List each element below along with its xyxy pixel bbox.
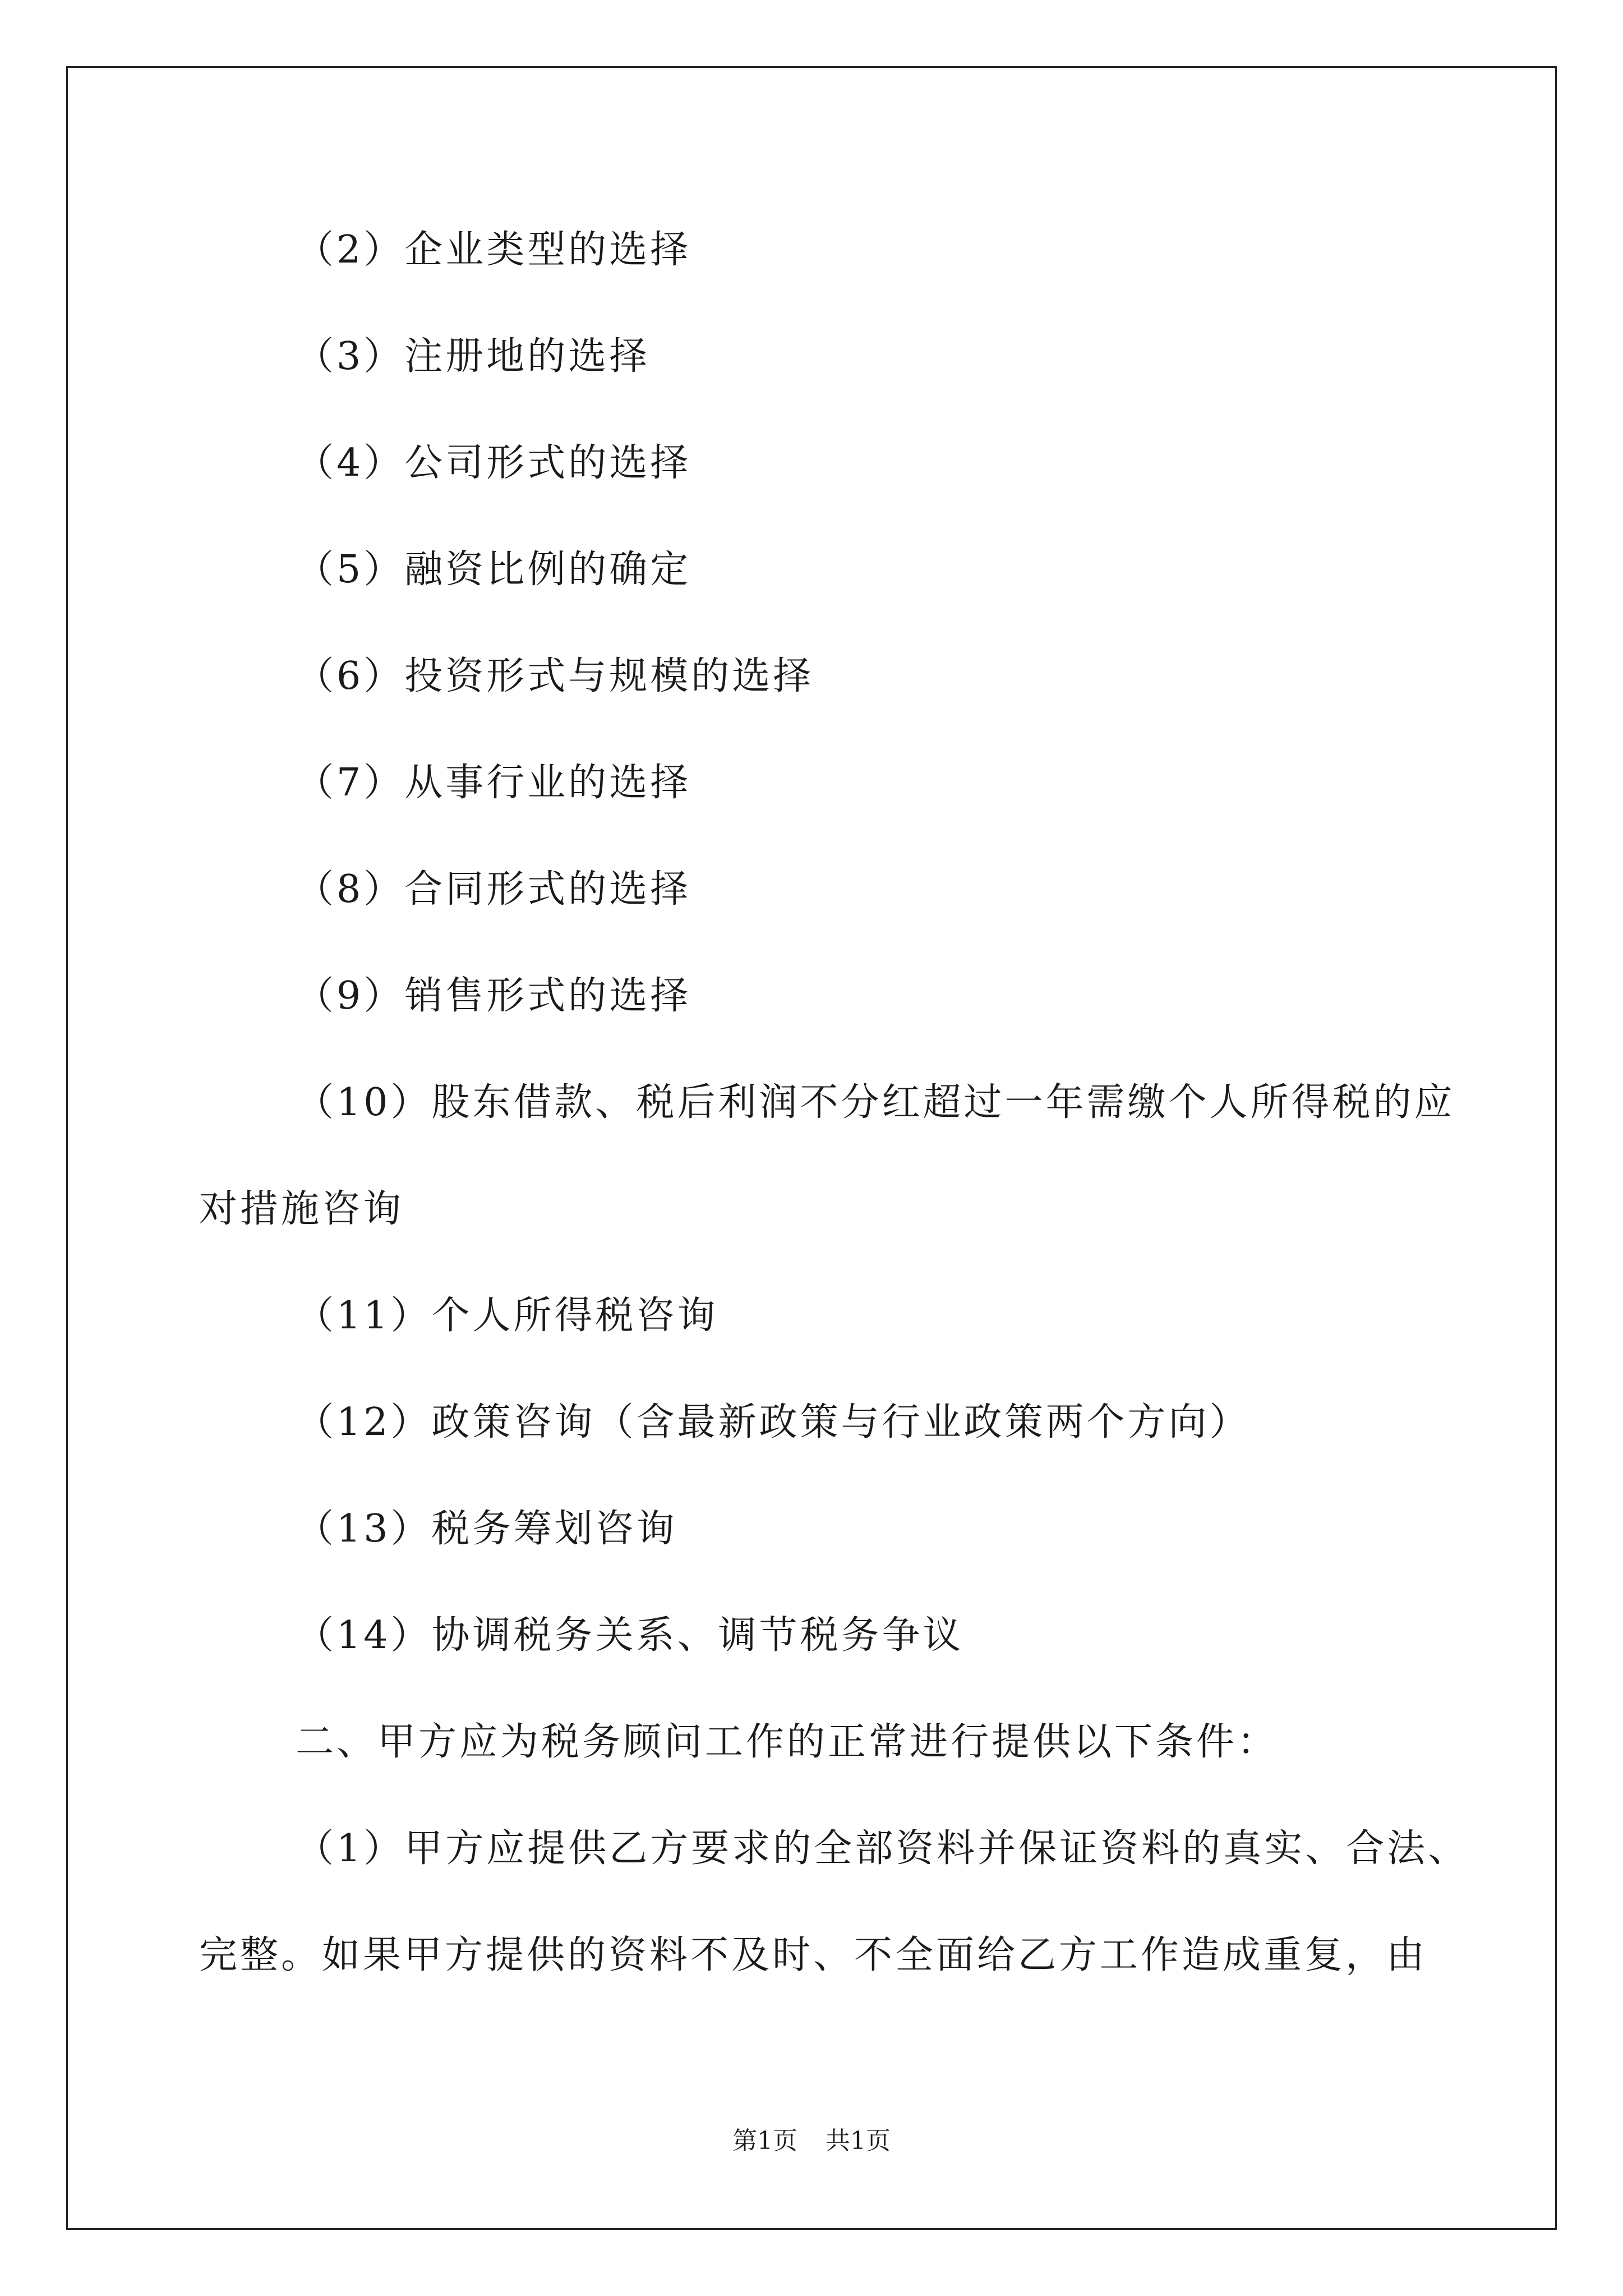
list-item: （7）从事行业的选择 [296,761,691,805]
list-item-continuation: 对措施咨询 [199,1187,404,1231]
list-item: （14）协调税务关系、调节税务争议 [296,1613,964,1658]
list-item-continuation: 完整。如果甲方提供的资料不及时、不全面给乙方工作造成重复，由 [199,1933,1428,1977]
page-number: 第1页 [732,2127,797,2155]
list-item: （10）股东借款、税后利润不分红超过一年需缴个人所得税的应 [296,1080,1455,1125]
list-item: （5）融资比例的确定 [296,547,691,592]
page-total: 共1页 [826,2127,891,2155]
list-item: （11）个人所得税咨询 [296,1294,718,1338]
list-item: （4）公司形式的选择 [296,441,691,485]
list-item: （12）政策咨询（含最新政策与行业政策两个方向） [296,1400,1251,1444]
page-border [66,66,1557,2230]
list-item: （9）销售形式的选择 [296,974,691,1018]
page-footer [0,2120,1623,2156]
list-item: （2）企业类型的选择 [296,228,691,272]
list-item: （1）甲方应提供乙方要求的全部资料并保证资料的真实、合法、 [296,1826,1469,1871]
section-heading: 二、甲方应为税务顾问工作的正常进行提供以下条件： [296,1720,1279,1764]
list-item: （13）税务筹划咨询 [296,1507,677,1551]
list-item: （8）合同形式的选择 [296,867,691,912]
list-item: （6）投资形式与规模的选择 [296,654,814,698]
list-item: （3）注册地的选择 [296,334,651,379]
